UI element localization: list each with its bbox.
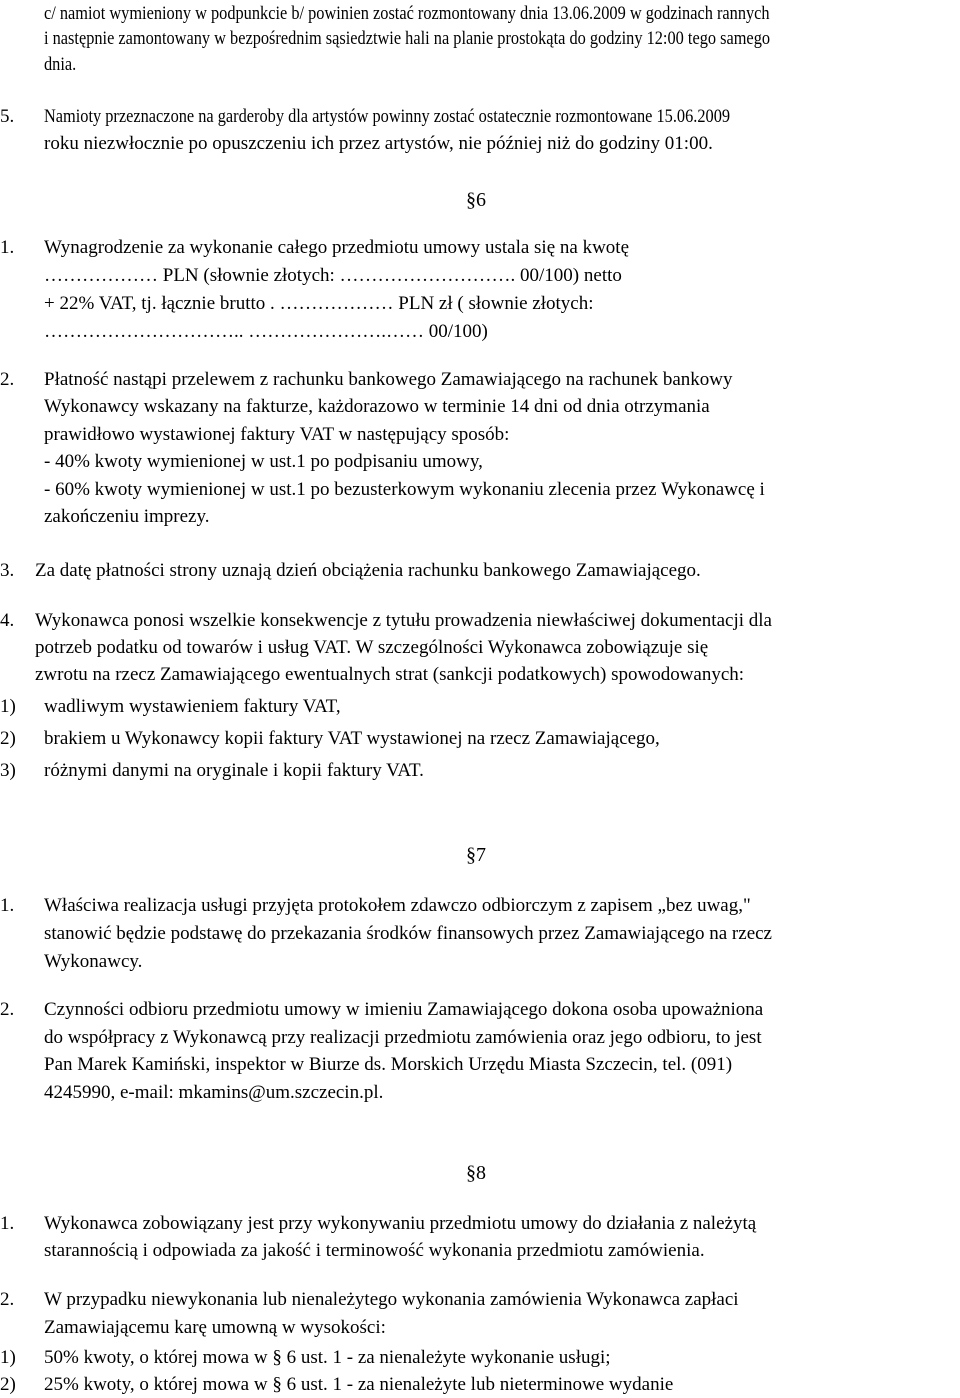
s6-p2-line-4: - 40% kwoty wymienionej w ust.1 po podpisaniu umowy, (44, 451, 483, 472)
s8-p1-line-1: Wykonawca zobowiązany jest przy wykonywaniu przedmiotu umowy do działania z należytą (44, 1213, 757, 1234)
item5-line-2: roku niezwłocznie po opuszczeniu ich przez artystów, nie później niż do godziny 01:00. (44, 133, 713, 154)
s6-p2-line-3: prawidłowo wystawionej faktury VAT w następujący sposób: (44, 424, 510, 445)
s6-p3-number: 3. (0, 560, 15, 581)
s6-p1-line-1: Wynagrodzenie za wykonanie całego przedmiotu umowy ustala się na kwotę (44, 237, 630, 258)
s6-p4-number: 4. (0, 610, 15, 631)
s8-p1-line-2: starannością i odpowiada za jakość i terminowość wykonania przedmiotu zamówienia. (44, 1240, 705, 1261)
s6-list-item-1-number: 1) (0, 696, 16, 717)
s7-p2-line-4: 4245990, e-mail: mkamins@um.szczecin.pl. (44, 1082, 384, 1103)
s8-p2-line-2: Zamawiającemu karę umowną w wysokości: (44, 1317, 386, 1338)
s8-p2-number: 2. (0, 1289, 15, 1310)
s6-p2-line-6: zakończeniu imprezy. (44, 506, 210, 527)
s6-list-item-2-number: 2) (0, 728, 16, 749)
s6-list-item-3: różnymi danymi na oryginale i kopii faktury VAT. (44, 760, 424, 781)
s6-p1-line-4: ………………………….. ………………….…… 00/100) (44, 321, 488, 342)
intro-line-1: c/ namiot wymieniony w podpunkcie b/ powinien zostać rozmontowany dnia 13.06.2009 w godzinach rannych (44, 3, 770, 24)
s7-p1-line-3: Wykonawcy. (44, 951, 143, 972)
s8-p1-number: 1. (0, 1213, 15, 1234)
s8-p2-line-1: W przypadku niewykonania lub nienależytego wykonania zamówienia Wykonawca zapłaci (44, 1289, 739, 1310)
s6-p1-line-3: + 22% VAT, tj. łącznie brutto . ……………… PLN zł ( słownie złotych: (44, 293, 594, 314)
s6-p2-line-2: Wykonawcy wskazany na fakturze, każdorazowo w terminie 14 dni od dnia otrzymania (44, 396, 710, 417)
s6-p4-line-2: potrzeb podatku od towarów i usług VAT. W szczególności Wykonawca zobowiązuje się (35, 637, 709, 658)
s6-p2-line-1: Płatność nastąpi przelewem z rachunku bankowego Zamawiającego na rachunek bankowy (44, 369, 733, 390)
s7-p1-number: 1. (0, 895, 15, 916)
s7-p2-line-2: do współpracy z Wykonawcą przy realizacji przedmiotu zamówienia oraz jego odbioru, to jest (44, 1027, 762, 1048)
s6-p1-number: 1. (0, 237, 15, 258)
s6-p1-line-2: ……………… PLN (słownie złotych: ………………………. 00/100) netto (44, 265, 622, 286)
s7-p1-line-2: stanowić będzie podstawę do przekazania środków finansowych przez Zamawiającego na rzecz (44, 923, 772, 944)
item5-line-1: Namioty przeznaczone na garderoby dla artystów powinny zostać ostatecznie rozmontowane 15.06.2009 (44, 106, 731, 127)
item5-number: 5. (0, 106, 15, 127)
intro-line-3: dnia. (44, 54, 77, 75)
s6-p4-line-3: zwrotu na rzecz Zamawiającego ewentualnych strat (sankcji podatkowych) spowodowanych: (35, 664, 745, 685)
s8-list-item-1-number: 1) (0, 1347, 16, 1368)
s7-p2-number: 2. (0, 999, 15, 1020)
s6-list-item-2: brakiem u Wykonawcy kopii faktury VAT wystawionej na rzecz Zamawiającego, (44, 728, 660, 749)
s7-p2-line-3: Pan Marek Kamiński, inspektor w Biurze ds. Morskich Urzędu Miasta Szczecin, tel. (091) (44, 1054, 733, 1075)
s8-list-item-2-number: 2) (0, 1374, 16, 1395)
s8-list-item-2: 25% kwoty, o której mowa w § 6 ust. 1 - za nienależyte lub nieterminowe wydanie (44, 1374, 674, 1395)
section-7-heading: §7 (466, 844, 486, 866)
s8-list-item-1: 50% kwoty, o której mowa w § 6 ust. 1 - za nienależyte wykonanie usługi; (44, 1347, 611, 1368)
section-8-heading: §8 (466, 1162, 486, 1184)
intro-line-2: i następnie zamontowany w bezpośrednim sąsiedztwie hali na planie prostokąta do godziny 12:00 tego samego (44, 28, 771, 49)
s6-list-item-1: wadliwym wystawieniem faktury VAT, (44, 696, 341, 717)
s6-p2-number: 2. (0, 369, 15, 390)
s7-p1-line-1: Właściwa realizacja usługi przyjęta protokołem zdawczo odbiorczym z zapisem „bez uwag," (44, 895, 751, 916)
s6-list-item-3-number: 3) (0, 760, 16, 781)
section-6-heading: §6 (466, 189, 486, 211)
s6-p2-line-5: - 60% kwoty wymienionej w ust.1 po bezusterkowym wykonaniu zlecenia przez Wykonawcę i (44, 479, 765, 500)
s6-p3-line-1: Za datę płatności strony uznają dzień obciążenia rachunku bankowego Zamawiającego. (35, 560, 701, 581)
s6-p4-line-1: Wykonawca ponosi wszelkie konsekwencje z tytułu prowadzenia niewłaściwej dokumentacji dla (35, 610, 772, 631)
s7-p2-line-1: Czynności odbioru przedmiotu umowy w imieniu Zamawiającego dokona osoba upoważniona (44, 999, 764, 1020)
